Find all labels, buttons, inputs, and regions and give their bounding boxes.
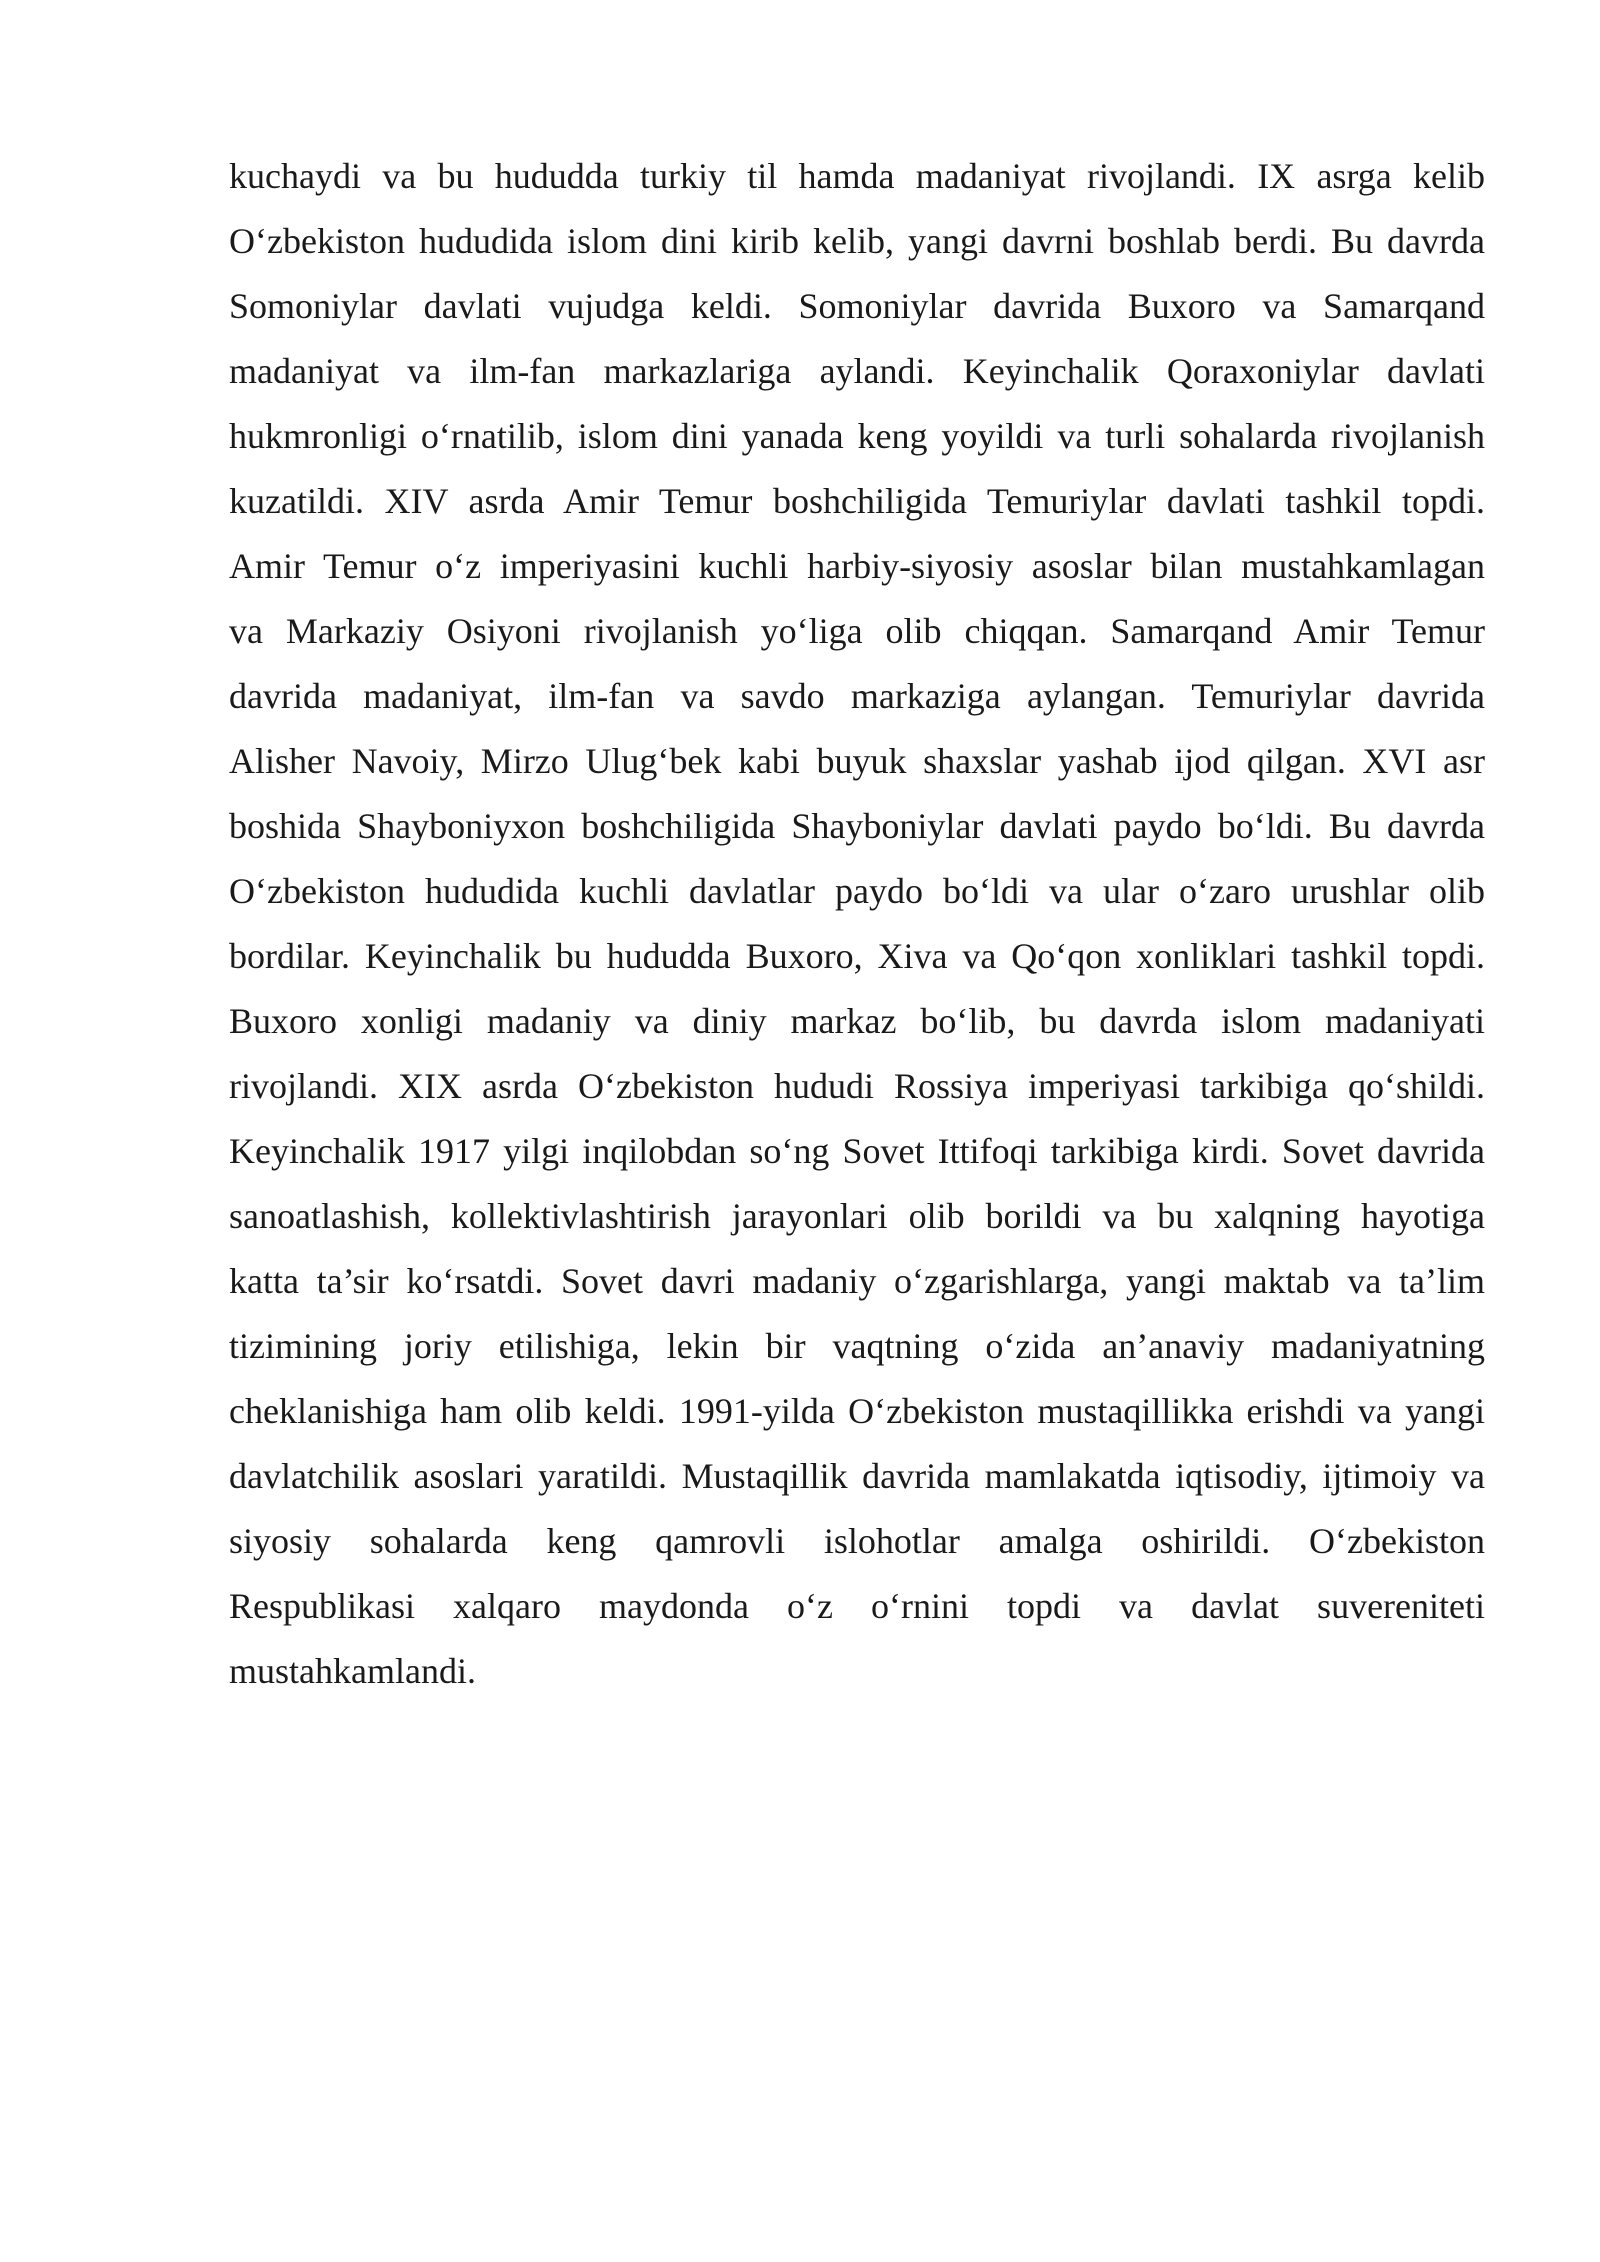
text-line: davlatchilik asoslari yaratildi. Mustaqillik davrida mamlakatda iqtisodiy, ijtimoiy va — [229, 1456, 1485, 1496]
text-line: bordilar. Keyinchalik bu hududda Buxoro, Xiva va Qo‘qon xonliklari tashkil topdi. — [229, 936, 1485, 976]
text-line: katta ta’sir ko‘rsatdi. Sovet davri madaniy o‘zgarishlarga, yangi maktab va ta’lim — [229, 1261, 1485, 1301]
text-line: cheklanishiga ham olib keldi. 1991-yilda O‘zbekiston mustaqillikka erishdi va yangi — [229, 1391, 1485, 1431]
text-line: Somoniylar davlati vujudga keldi. Somoniylar davrida Buxoro va Samarqand — [229, 286, 1485, 326]
text-line: Keyinchalik 1917 yilgi inqilobdan so‘ng Sovet Ittifoqi tarkibiga kirdi. Sovet davrida — [229, 1131, 1485, 1171]
text-line: tizimining joriy etilishiga, lekin bir vaqtning o‘zida an’anaviy madaniyatning — [229, 1326, 1485, 1366]
text-line: O‘zbekiston hududida islom dini kirib kelib, yangi davrni boshlab berdi. Bu davrda — [229, 221, 1485, 261]
text-line: mustahkamlandi. — [229, 1651, 476, 1691]
text-line: va Markaziy Osiyoni rivojlanish yo‘liga olib chiqqan. Samarqand Amir Temur — [229, 611, 1485, 651]
text-line: Respublikasi xalqaro maydonda o‘z o‘rnini topdi va davlat suvereniteti — [229, 1586, 1485, 1626]
text-line: Alisher Navoiy, Mirzo Ulug‘bek kabi buyuk shaxslar yashab ijod qilgan. XVI asr — [229, 741, 1485, 781]
text-line: Buxoro xonligi madaniy va diniy markaz bo‘lib, bu davrda islom madaniyati — [229, 1001, 1485, 1041]
text-line: madaniyat va ilm-fan markazlariga aylandi. Keyinchalik Qoraxoniylar davlati — [229, 351, 1485, 391]
text-line: Amir Temur o‘z imperiyasini kuchli harbiy-siyosiy asoslar bilan mustahkamlagan — [229, 546, 1485, 586]
text-line: boshida Shayboniyxon boshchiligida Shayboniylar davlati paydo bo‘ldi. Bu davrda — [229, 806, 1485, 846]
text-line: kuchaydi va bu hududda turkiy til hamda madaniyat rivojlandi. IX asrga kelib — [229, 156, 1485, 196]
body-paragraph — [229, 150, 1485, 1710]
text-line: hukmronligi o‘rnatilib, islom dini yanada keng yoyildi va turli sohalarda rivojlanish — [229, 416, 1485, 456]
text-line: O‘zbekiston hududida kuchli davlatlar paydo bo‘ldi va ular o‘zaro urushlar olib — [229, 871, 1485, 911]
text-line: kuzatildi. XIV asrda Amir Temur boshchiligida Temuriylar davlati tashkil topdi. — [229, 481, 1485, 521]
text-line: sanoatlashish, kollektivlashtirish jarayonlari olib borildi va bu xalqning hayotiga — [229, 1196, 1485, 1236]
text-line: siyosiy sohalarda keng qamrovli islohotlar amalga oshirildi. O‘zbekiston — [229, 1521, 1485, 1561]
text-line: rivojlandi. XIX asrda O‘zbekiston hududi Rossiya imperiyasi tarkibiga qo‘shildi. — [229, 1066, 1485, 1106]
text-line: davrida madaniyat, ilm-fan va savdo markaziga aylangan. Temuriylar davrida — [229, 676, 1485, 716]
